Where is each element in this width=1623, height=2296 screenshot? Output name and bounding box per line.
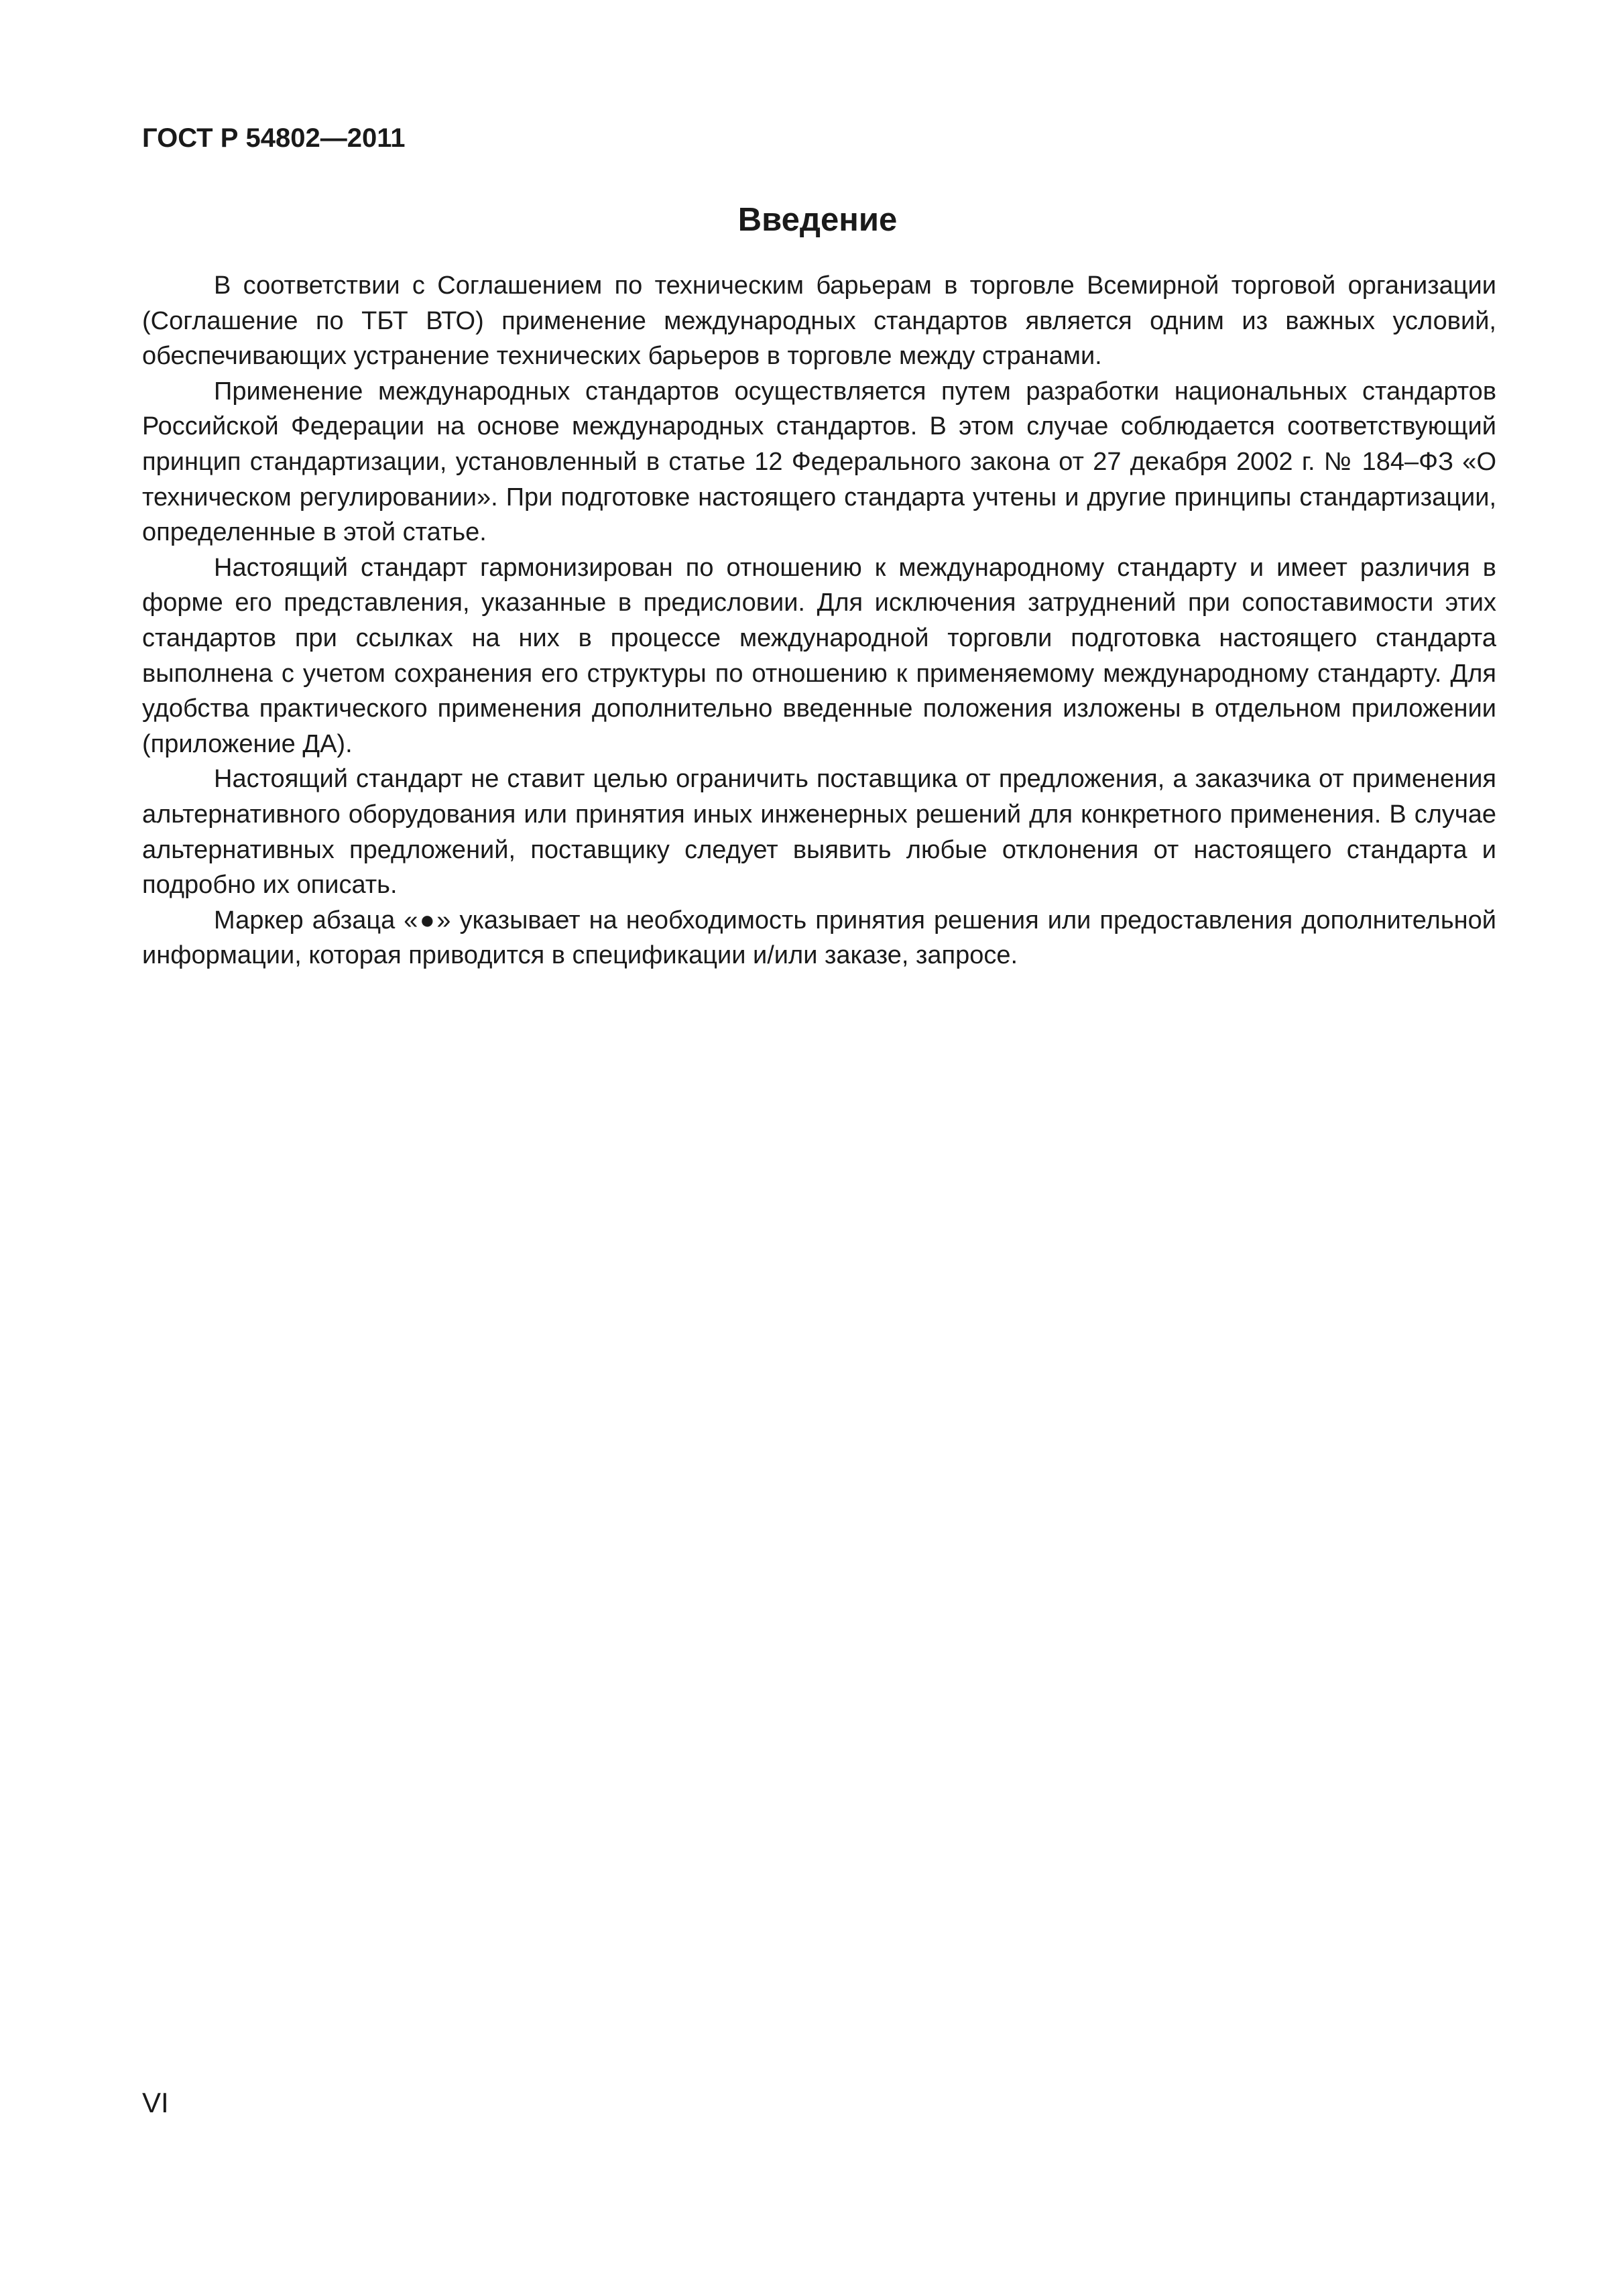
- document-code: ГОСТ Р 54802—2011: [142, 123, 406, 153]
- section-title: Введение: [737, 202, 898, 238]
- paragraph: Настоящий стандарт не ставит целью ограничить поставщика от предложения, а заказчика от применения альтернативного оборудования или принятия иных инженерных решений для конкретного применения. В случае альтернативных предложений, поставщику следует выявить любые отклонения от настоящего стандарта и подробно их описать.: [142, 765, 1496, 900]
- introduction-body: [142, 268, 1496, 973]
- paragraph: Настоящий стандарт гармонизирован по отношению к международному стандарту и имеет различия в форме его представления, указанные в предисловии. Для исключения затруднений при сопоставимости этих стандартов при ссылках на них в процессе международной торговли подготовка настоящего стандарта выполнена с учетом сохранения его структуры по отношению к применяемому международному стандарту. Для удобства практического применения дополнительно введенные положения изложены в отдельном приложении (приложение ДА).: [142, 553, 1496, 758]
- paragraph: В соответствии с Соглашением по техническим барьерам в торговле Всемирной торговой организации (Соглашение по ТБТ ВТО) применение международных стандартов является одним из важных условий, обеспечивающих устранение технических барьеров в торговле между странами.: [142, 271, 1496, 371]
- page-number: VI: [142, 2087, 169, 2118]
- paragraph: Маркер абзаца «●» указывает на необходимость принятия решения или предоставления дополнительной информации, которая приводится в спецификации и/или заказе, запросе.: [142, 906, 1496, 970]
- paragraph: Применение международных стандартов осуществляется путем разработки национальных стандартов Российской Федерации на основе международных стандартов. В этом случае соблюдается соответствующий принцип стандартизации, установленный в статье 12 Федерального закона от 27 декабря 2002 г. № 184–ФЗ «О техническом регулировании». При подготовке настоящего стандарта учтены и другие принципы стандартизации, определенные в этой статье.: [142, 377, 1496, 547]
